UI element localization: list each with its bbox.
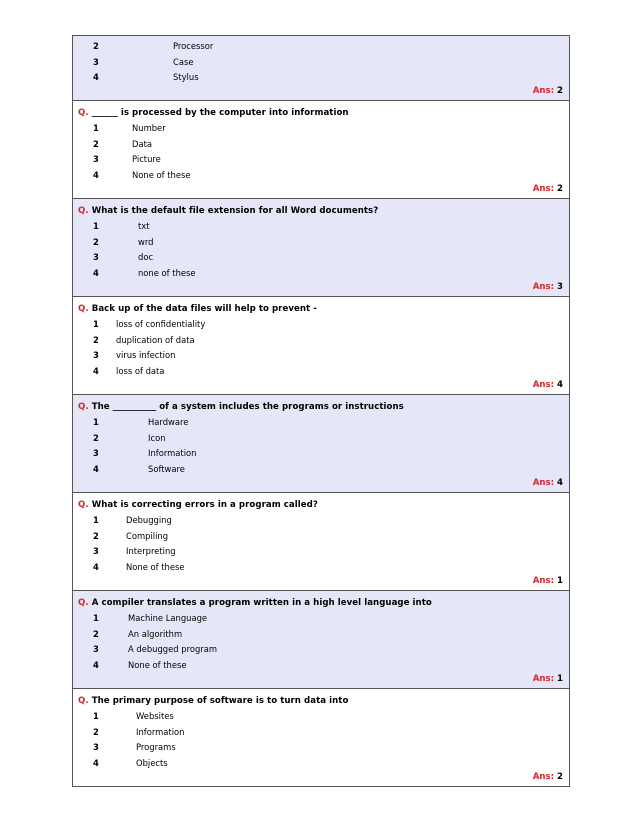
option-number: 1 [93, 417, 99, 427]
option-text: A debugged program [128, 644, 217, 654]
question-block [73, 395, 569, 493]
question-line [78, 598, 432, 608]
question-block [73, 689, 569, 787]
question-text: ______ is processed by the computer into information [91, 108, 349, 118]
option-number: 1 [93, 123, 99, 133]
question-block [73, 101, 569, 199]
option-number: 2 [93, 236, 99, 247]
answer-line [533, 184, 563, 194]
answer-value: 3 [557, 282, 563, 292]
option-text: loss of data [116, 365, 165, 376]
answer-label: Ans: [532, 576, 555, 586]
option-text: wrd [138, 236, 154, 247]
option-row [93, 448, 493, 460]
option-row [93, 742, 493, 754]
question-label: Q. [78, 108, 89, 118]
option-text: An algorithm [128, 628, 183, 639]
question-block [73, 36, 569, 101]
option-row [93, 350, 493, 362]
question-text: A compiler translates a program written in a high level language into [91, 598, 432, 608]
question-block [73, 199, 569, 297]
option-row [93, 417, 493, 429]
option-text: Picture [132, 154, 161, 164]
question-block [73, 493, 569, 591]
option-row [93, 57, 493, 69]
answer-label: Ans: [532, 772, 555, 782]
question-text: The __________ of a system includes the programs or instructions [91, 402, 404, 412]
option-number: 4 [93, 365, 99, 376]
option-row [93, 433, 493, 445]
question-text: What is the default file extension for all Word documents? [91, 206, 379, 216]
option-text: Machine Language [128, 613, 208, 623]
question-label: Q. [78, 500, 89, 510]
option-row [93, 319, 493, 331]
option-text: None of these [128, 659, 187, 670]
option-row [93, 139, 493, 151]
option-number: 4 [93, 659, 99, 670]
question-label: Q. [78, 598, 89, 608]
answer-value: 2 [557, 184, 563, 194]
option-row [93, 644, 493, 656]
option-text: txt [138, 221, 150, 231]
option-text: Data [132, 138, 152, 149]
question-label: Q. [78, 402, 89, 412]
option-text: doc [138, 252, 154, 262]
option-text: Software [148, 463, 185, 474]
option-text: Processor [173, 41, 214, 51]
answer-value: 1 [557, 576, 563, 586]
answer-line [533, 576, 563, 586]
option-row [93, 613, 493, 625]
option-text: Programs [136, 742, 176, 752]
option-row [93, 758, 493, 770]
option-row [93, 123, 493, 135]
option-text: Objects [136, 757, 168, 768]
option-text: Number [132, 123, 166, 133]
option-text: Interpreting [126, 546, 176, 556]
option-row [93, 727, 493, 739]
option-number: 4 [93, 72, 99, 82]
question-label: Q. [78, 206, 89, 216]
option-text: Debugging [126, 515, 172, 525]
option-number: 3 [93, 644, 99, 654]
option-number: 3 [93, 546, 99, 556]
option-row [93, 562, 493, 574]
question-text: The primary purpose of software is to turn data into [91, 696, 349, 706]
answer-label: Ans: [532, 380, 555, 390]
option-number: 1 [93, 515, 99, 525]
option-text: Compiling [126, 530, 169, 541]
option-number: 3 [93, 742, 99, 752]
option-number: 2 [93, 432, 99, 443]
answer-value: 1 [557, 674, 563, 684]
option-number: 1 [93, 711, 99, 721]
option-number: 2 [93, 334, 99, 345]
answer-line [533, 478, 563, 488]
option-row [93, 41, 493, 53]
option-text: None of these [132, 169, 191, 180]
option-row [93, 546, 493, 558]
option-text: virus infection [116, 350, 176, 360]
answer-value: 2 [557, 772, 563, 782]
option-row [93, 237, 493, 249]
option-text: Websites [136, 711, 174, 721]
question-line [78, 500, 318, 510]
option-row [93, 515, 493, 527]
option-number: 4 [93, 561, 99, 572]
option-number: 1 [93, 613, 99, 623]
option-text: Information [148, 448, 197, 458]
option-number: 1 [93, 221, 99, 231]
option-number: 3 [93, 350, 99, 360]
option-number: 4 [93, 169, 99, 180]
question-line [78, 304, 317, 314]
option-text: Stylus [173, 72, 199, 82]
option-text: loss of confidentiality [116, 319, 206, 329]
option-row [93, 221, 493, 233]
option-row [93, 711, 493, 723]
question-block [73, 591, 569, 689]
option-number: 3 [93, 56, 99, 67]
question-text: What is correcting errors in a program called? [91, 500, 318, 510]
option-number: 4 [93, 757, 99, 768]
option-number: 4 [93, 267, 99, 278]
answer-label: Ans: [532, 478, 555, 488]
option-row [93, 531, 493, 543]
option-number: 3 [93, 252, 99, 262]
answer-line [533, 282, 563, 292]
option-number: 2 [93, 530, 99, 541]
answer-value: 2 [557, 86, 563, 96]
option-row [93, 154, 493, 166]
option-number: 1 [93, 319, 99, 329]
option-row [93, 366, 493, 378]
question-line [78, 402, 404, 412]
answer-label: Ans: [532, 674, 555, 684]
answer-label: Ans: [532, 184, 555, 194]
option-row [93, 464, 493, 476]
answer-value: 4 [557, 478, 563, 488]
option-row [93, 335, 493, 347]
option-row [93, 252, 493, 264]
option-row [93, 72, 493, 84]
option-number: 3 [93, 154, 99, 164]
option-number: 2 [93, 138, 99, 149]
question-line [78, 108, 349, 118]
question-label: Q. [78, 696, 89, 706]
option-row [93, 660, 493, 672]
quiz-sheet [72, 35, 570, 787]
question-line [78, 696, 348, 706]
question-text: Back up of the data files will help to prevent - [91, 304, 317, 314]
option-text: Case [173, 56, 194, 67]
question-line [78, 206, 378, 216]
option-number: 2 [93, 726, 99, 737]
question-block [73, 297, 569, 395]
option-text: none of these [138, 267, 196, 278]
option-number: 3 [93, 448, 99, 458]
option-number: 4 [93, 463, 99, 474]
answer-line [533, 674, 563, 684]
option-text: Information [136, 726, 185, 737]
option-row [93, 268, 493, 280]
option-text: None of these [126, 561, 185, 572]
question-label: Q. [78, 304, 89, 314]
answer-line [533, 772, 563, 782]
option-text: duplication of data [116, 334, 195, 345]
answer-label: Ans: [532, 282, 555, 292]
option-text: Icon [148, 432, 166, 443]
option-text: Hardware [148, 417, 189, 427]
option-row [93, 170, 493, 182]
option-row [93, 629, 493, 641]
answer-value: 4 [557, 380, 563, 390]
answer-label: Ans: [532, 86, 555, 96]
answer-line [533, 86, 563, 96]
option-number: 2 [93, 41, 99, 51]
option-number: 2 [93, 628, 99, 639]
answer-line [533, 380, 563, 390]
